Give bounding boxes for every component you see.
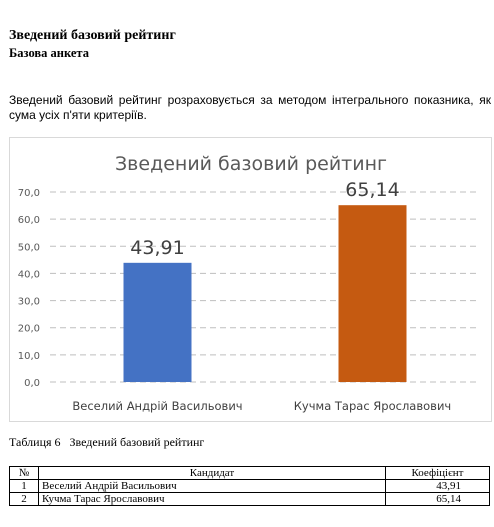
y-tick-label: 40,0	[17, 269, 40, 281]
bar	[124, 263, 192, 382]
rating-table	[9, 466, 490, 506]
row-coefficient: 43,91	[386, 480, 490, 493]
x-category-label: Веселий Андрій Васильович	[72, 399, 243, 413]
header-number: №	[10, 467, 39, 480]
rating-chart	[9, 137, 492, 422]
chart-title: Зведений базовий рейтинг	[115, 153, 387, 175]
row-number: 1	[10, 480, 39, 493]
x-category-label: Кучма Тарас Ярославович	[293, 399, 452, 413]
row-coefficient: 65,14	[386, 493, 490, 506]
header-candidate: Кандидат	[39, 467, 386, 480]
chart-svg	[10, 138, 493, 423]
y-tick-label: 10,0	[17, 350, 40, 362]
document-title: Зведений базовий рейтинг	[9, 28, 176, 43]
header-coefficient: Коефіцієнт	[386, 467, 490, 480]
table-row	[10, 480, 490, 493]
bar	[339, 205, 407, 382]
table-caption-text: Зведений базовий рейтинг	[69, 435, 205, 449]
row-candidate: Кучма Тарас Ярославович	[39, 493, 386, 506]
table-header-row	[10, 467, 490, 480]
y-tick-label: 60,0	[17, 215, 40, 227]
table-row	[10, 493, 490, 506]
row-candidate: Веселий Андрій Васильович	[39, 480, 386, 493]
document-subtitle: Базова анкета	[9, 46, 89, 60]
y-tick-label: 50,0	[17, 242, 40, 254]
y-tick-label: 20,0	[17, 323, 40, 335]
bar-value-label: 43,91	[130, 236, 185, 259]
bar-value-label: 65,14	[345, 179, 400, 202]
table-caption-number: Таблиця 6	[9, 435, 61, 449]
y-tick-label: 0,0	[24, 378, 40, 389]
table-caption	[9, 435, 210, 450]
y-tick-label: 70,0	[17, 188, 40, 199]
y-tick-label: 30,0	[17, 296, 40, 308]
row-number: 2	[10, 493, 39, 506]
description-paragraph: Зведений базовий рейтинг розраховується за методом інтегрального показника, як сума усіх п'яти критеріїв.	[9, 93, 491, 122]
